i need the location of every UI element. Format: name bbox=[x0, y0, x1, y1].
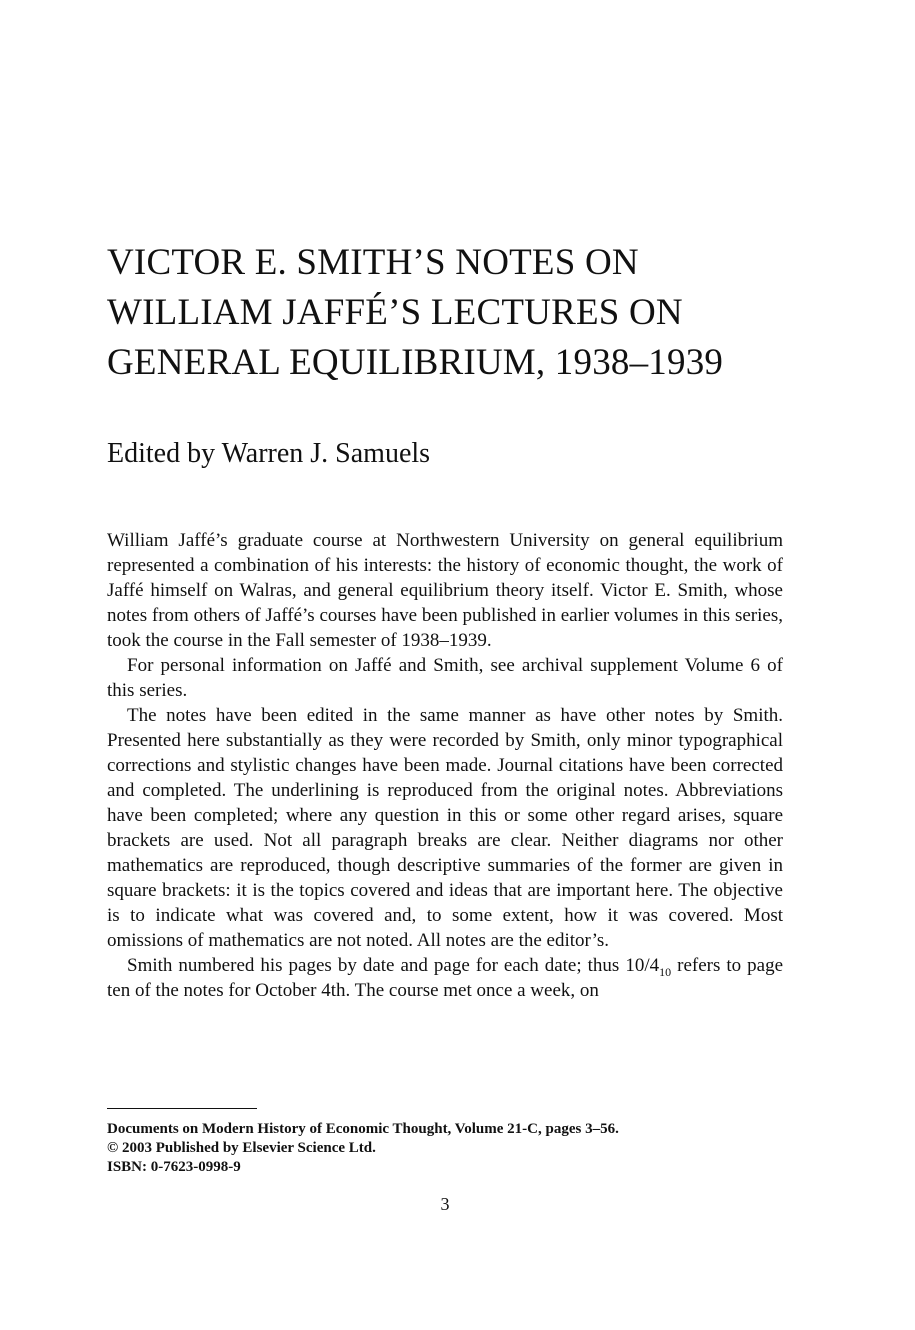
page-number: 3 bbox=[440, 1194, 450, 1214]
paragraph-4 bbox=[107, 953, 783, 1003]
title-line-2: WILLIAM JAFFÉ’S LECTURES ON bbox=[107, 292, 683, 333]
footnote-copyright: © 2003 Published by Elsevier Science Ltd. bbox=[107, 1140, 376, 1156]
paragraph-2: For personal information on Jaffé and Smith, see archival supplement Volume 6 of this series. bbox=[107, 655, 783, 701]
title-line-3: GENERAL EQUILIBRIUM, 1938–1939 bbox=[107, 342, 724, 383]
editor-byline: Edited by Warren J. Samuels bbox=[107, 438, 431, 469]
title-line-1: VICTOR E. SMITH’S NOTES ON bbox=[107, 242, 639, 283]
paragraph-1: William Jaffé’s graduate course at Northwestern University on general equilibrium represented a combination of his interests: the history of economic thought, the work of Jaffé himself on Walras, and general equilibrium theory itself. Victor E. Smith, whose notes from others of Jaffé’s courses have been published in earlier volumes in this series, took the course in the Fall semester of 1938–1939. bbox=[107, 530, 783, 651]
article-title bbox=[107, 238, 807, 388]
paragraph-3: The notes have been edited in the same manner as have other notes by Smith. Presented here substantially as they were recorded by Smith, only minor typographical corrections and stylistic changes have been made. Journal citations have been corrected and completed. The underlining is reproduced from the original notes. Abbreviations have been completed; where any question in this or some other regard arises, square brackets are used. Not all paragraph breaks are clear. Neither diagrams nor other mathematics are reproduced, though descriptive summaries of the former are given in square brackets: it is the topics covered and ideas that are important here. The objective is to indicate what was covered and, to some extent, how it was covered. Most omissions of mathematics are not noted. All notes are the editor’s. bbox=[107, 705, 783, 951]
publication-footnote bbox=[107, 1120, 807, 1177]
paragraph-4-start: Smith numbered his pages by date and page for each date; thus 10/4 bbox=[127, 955, 660, 976]
footnote-source: Documents on Modern History of Economic Thought, Volume 21-C, pages 3–56. bbox=[107, 1121, 619, 1137]
footnote-isbn: ISBN: 0-7623-0998-9 bbox=[107, 1159, 241, 1175]
footnote-divider bbox=[107, 1108, 257, 1109]
article-body bbox=[107, 528, 783, 1003]
page-subscript: 10 bbox=[659, 964, 672, 979]
paragraph-4-end: refers to page ten of the notes for October 4th. The course met once a week, on bbox=[107, 955, 783, 1001]
